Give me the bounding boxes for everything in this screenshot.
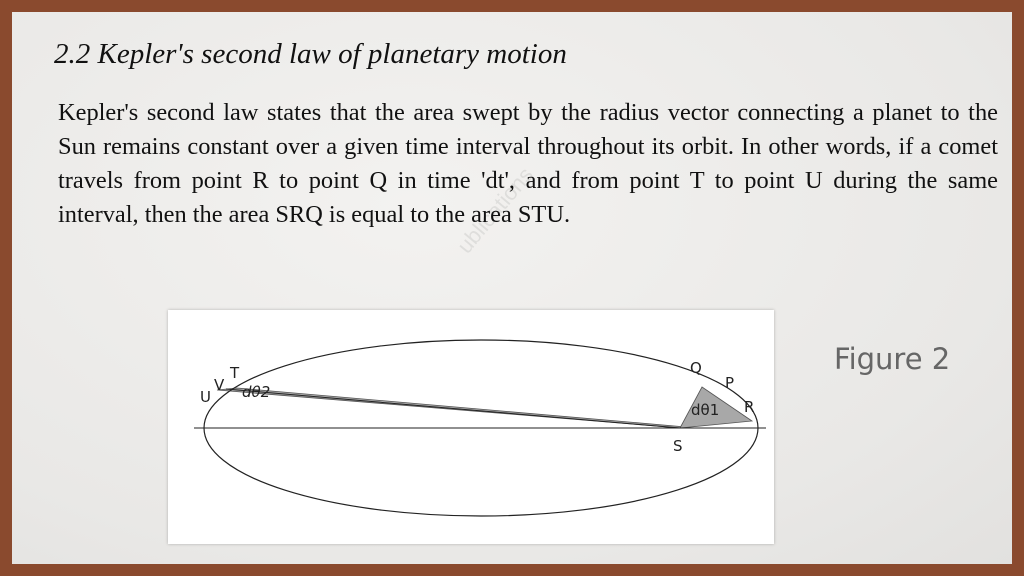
label-s: S <box>673 437 683 455</box>
label-u: U <box>200 388 211 406</box>
radius-vector-sv <box>226 389 680 428</box>
label-r: R <box>744 398 755 416</box>
label-dtheta1: dθ1 <box>691 401 720 419</box>
watermark: ublications <box>452 162 538 259</box>
label-t: T <box>230 364 240 382</box>
figure-caption: Figure 2 <box>834 342 951 376</box>
slide-title: 2.2 Kepler's second law of planetary motion <box>54 38 567 70</box>
label-dtheta2: dθ2 <box>242 383 271 401</box>
body-paragraph: Kepler's second law states that the area swept by the radius vector connecting a planet to the Sun remains constant over a given time interval throughout its orbit. In other words, if a comet travels from point R to point Q in time 'dt', and from point T to point U during the same interval, then the area SRQ is equal to the area STU. <box>58 99 998 228</box>
slide <box>12 12 1012 564</box>
label-q: Q <box>690 359 702 377</box>
orbit-diagram <box>168 310 774 544</box>
orbit-figure <box>168 310 774 544</box>
label-v: V <box>214 376 225 394</box>
label-p: P <box>725 374 735 392</box>
